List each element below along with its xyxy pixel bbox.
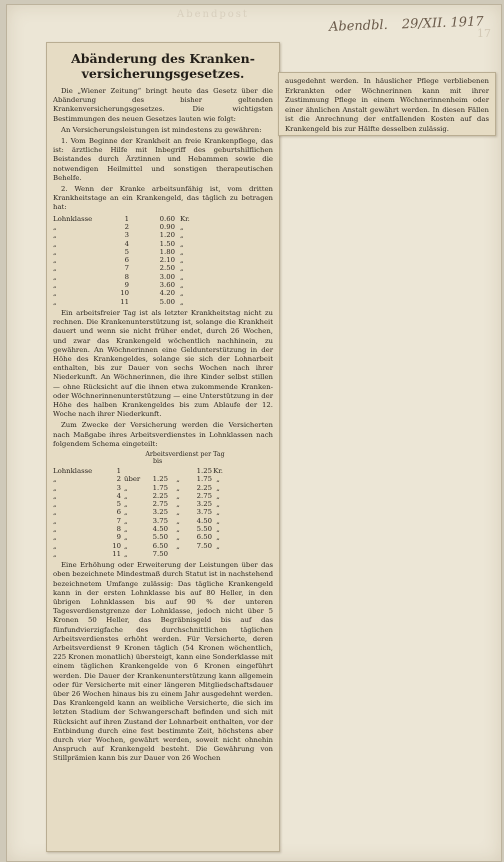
currency-unit: „ bbox=[180, 289, 184, 298]
wage-from: 1.75 bbox=[152, 483, 168, 492]
wage-class-row bbox=[53, 484, 273, 492]
lohnklasse-label: „ bbox=[53, 491, 57, 500]
sick-pay-amount: 3.60 bbox=[159, 281, 175, 290]
wage-to: 3.25 bbox=[196, 500, 212, 509]
currency-unit: „ bbox=[180, 256, 184, 265]
paragraph-extension: Eine Erhöhung oder Erweiterung der Leistungen über das oben bezeichnete Mindestmaß durch Statut ist in nachstehend bezeichnetem Umfange zulässig: Das tägliche Krankengeld kann in der ersten Lohnklasse bis auf 80 Heller, in den übrigen Lohnklassen bis auf 90 % der unteren Tagesverdienstgrenze der Lohnklasse, jedoch nicht über 5 Kronen 50 Heller, das Begräbnisgeld bis auf das fünfundvierzigfache des durchschnittlichen täglichen Arbeitsverdienstes erhöht werden. Für Versicherte, deren Arbeitsverdienst 9 Kronen täglich (54 Kronen wöchentlich, 225 Kronen monatlich) übersteigt, kann eine Sonderklasse mit einem täglichen Krankengelde von 6 Kronen eingeführt werden. Die Dauer der Krankenunterstützung kann allgemein oder für Versicherte mit einer längeren Mitgliedschaftsdauer über 26 Wochen hinaus bis zu einem Jahr ausgedehnt werden. Das Krankengeld kann an weibliche Versicherte, die sich im letzten Stadium der Schwangerschaft befinden und sich mit Rücksicht auf ihren Zustand der Lohnarbeit enthalten, vor der Entbindung durch eine fest bestimmte Zeit, höchstens aber durch vier Wochen, gewährt werden, soweit nicht ohnehin Anspruch auf Krankengeld besteht. Die Gewährung von Stillprämien kann bis zur Dauer von 26 Wochen bbox=[53, 561, 273, 763]
wage-class-row bbox=[53, 467, 273, 475]
class-number: 7 bbox=[124, 264, 129, 273]
lohnklasse-label: „ bbox=[53, 483, 57, 492]
ditto-mark: „ bbox=[176, 483, 180, 492]
sick-pay-amount: 1.80 bbox=[159, 247, 175, 256]
lohnklasse-label: „ bbox=[53, 247, 57, 256]
sick-pay-amount: 0.60 bbox=[159, 214, 175, 223]
currency-unit: „ bbox=[180, 297, 184, 306]
class-number: 10 bbox=[112, 541, 121, 550]
sick-pay-row bbox=[53, 240, 273, 248]
lohnklasse-label: „ bbox=[53, 508, 57, 517]
ditto-mark: „ bbox=[176, 541, 180, 550]
currency-unit: „ bbox=[180, 247, 184, 256]
class-number: 6 bbox=[124, 256, 129, 265]
sick-pay-amount: 2.50 bbox=[159, 264, 175, 273]
wage-to: 6.50 bbox=[196, 533, 212, 542]
wage-to: 7.50 bbox=[196, 541, 212, 550]
class-number: 3 bbox=[124, 231, 129, 240]
sick-pay-row bbox=[53, 248, 273, 256]
wage-table-header-bis: bis bbox=[153, 457, 163, 465]
newspaper-clipping-continuation bbox=[278, 72, 496, 136]
wage-from: 2.25 bbox=[152, 491, 168, 500]
newspaper-clipping-main bbox=[46, 42, 280, 852]
ueber-label: über bbox=[124, 475, 141, 484]
wage-from: 5.50 bbox=[152, 533, 168, 542]
wage-class-row bbox=[53, 508, 273, 516]
ueber-label: „ bbox=[124, 525, 128, 534]
class-number: 2 bbox=[116, 475, 121, 484]
lohnklasse-label: „ bbox=[53, 289, 57, 298]
class-number: 11 bbox=[120, 297, 129, 306]
sick-pay-row bbox=[53, 281, 273, 289]
lohnklasse-label: „ bbox=[53, 516, 57, 525]
currency-unit: „ bbox=[216, 475, 220, 484]
sick-pay-row bbox=[53, 215, 273, 223]
currency-unit: „ bbox=[216, 516, 220, 525]
lohnklasse-label: „ bbox=[53, 222, 57, 231]
ueber-label: „ bbox=[124, 508, 128, 517]
sick-pay-row bbox=[53, 256, 273, 264]
sick-pay-table bbox=[53, 215, 273, 306]
sick-pay-amount: 1.50 bbox=[159, 239, 175, 248]
sick-pay-row bbox=[53, 298, 273, 306]
class-number: 8 bbox=[116, 525, 121, 534]
wage-to: 1.25 bbox=[196, 466, 212, 475]
lohnklasse-label: „ bbox=[53, 549, 57, 558]
wage-class-row bbox=[53, 542, 273, 550]
class-number: 2 bbox=[124, 222, 129, 231]
class-number: 11 bbox=[112, 549, 121, 558]
class-number: 8 bbox=[124, 272, 129, 281]
currency-unit: „ bbox=[216, 483, 220, 492]
wage-from: 6.50 bbox=[152, 541, 168, 550]
class-number: 1 bbox=[124, 214, 129, 223]
wage-to: 1.75 bbox=[196, 475, 212, 484]
ueber-label: „ bbox=[124, 516, 128, 525]
ueber-label: „ bbox=[124, 491, 128, 500]
sick-pay-amount: 2.10 bbox=[159, 256, 175, 265]
ueber-label: „ bbox=[124, 533, 128, 542]
ueber-label: „ bbox=[124, 500, 128, 509]
currency-unit: „ bbox=[216, 508, 220, 517]
currency-unit: „ bbox=[216, 491, 220, 500]
ditto-mark: „ bbox=[176, 491, 180, 500]
lohnklasse-label: „ bbox=[53, 500, 57, 509]
sick-pay-amount: 5.00 bbox=[159, 297, 175, 306]
sick-pay-amount: 0.90 bbox=[159, 222, 175, 231]
sick-pay-row bbox=[53, 289, 273, 297]
ditto-mark: „ bbox=[176, 475, 180, 484]
lohnklasse-label: „ bbox=[53, 533, 57, 542]
wage-class-row bbox=[53, 525, 273, 533]
handwritten-date: 29/XII. 1917 bbox=[401, 14, 484, 33]
handwritten-annotation bbox=[329, 14, 494, 35]
handwritten-source: Abendbl. bbox=[328, 17, 388, 35]
paragraph-duration: Ein arbeitsfreier Tag ist als letzter Krankheitstag nicht zu rechnen. Die Krankenunterstützung ist, solange die Krankheit dauert und wenn sie nicht früher endet, durch 26 Wochen, und zwar das Krankengeld wöchentlich nachhinein, zu gewähren. An Wöchnerinnen eine Geldunterstützung in der Höhe des Krankengeldes, solange sie sich der Lohnarbeit enthalten, bis zur Dauer von sechs Wochen nach ihrer Niederkunft. An Wöchnerinnen, die ihre Kinder selbst stillen — ohne Rücksicht auf die ihnen etwa zukommende Kranken- oder Wöchnerinnenunterstützung — eine Unterstützung in der Höhe des halben Krankengeldes bis zum Ablaufe der 12. Woche nach ihrer Niederkunft. bbox=[53, 308, 273, 419]
ueber-label bbox=[124, 467, 140, 475]
lohnklasse-label: „ bbox=[53, 256, 57, 265]
ueber-label: „ bbox=[124, 483, 128, 492]
lohnklasse-label: „ bbox=[53, 525, 57, 534]
ueber-label: „ bbox=[124, 541, 128, 550]
currency-unit: „ bbox=[180, 231, 184, 240]
lohnklasse-label: „ bbox=[53, 272, 57, 281]
wage-to: 2.25 bbox=[196, 483, 212, 492]
wage-class-row bbox=[53, 492, 273, 500]
currency-unit: „ bbox=[216, 533, 220, 542]
lohnklasse-label: Lohnklasse bbox=[53, 214, 93, 223]
wage-class-row bbox=[53, 517, 273, 525]
wage-from: 1.25 bbox=[152, 475, 168, 484]
class-number: 9 bbox=[116, 533, 121, 542]
currency-unit: „ bbox=[180, 239, 184, 248]
sick-pay-row bbox=[53, 223, 273, 231]
faint-newspaper-stamp: Abendpost bbox=[177, 9, 249, 20]
wage-table-header: Arbeitsverdienst per Tag bbox=[145, 450, 225, 458]
wage-from bbox=[140, 467, 172, 475]
class-number: 3 bbox=[116, 483, 121, 492]
article-title-line1: Abänderung des Kranken- bbox=[71, 51, 255, 66]
ditto-mark: „ bbox=[176, 525, 180, 534]
paragraph-point-1: 1. Vom Beginne der Krankheit an freie Krankenpflege, das ist: ärztliche Hilfe mit Inbegriff des geburtshilflichen Beistandes durch Ärztinnen und Hebammen sowie die notwendigen Heilmittel und sonstigen therapeutischen Behelfe. bbox=[53, 137, 273, 182]
wage-from: 2.75 bbox=[152, 500, 168, 509]
currency-unit: „ bbox=[216, 500, 220, 509]
wage-to: 3.75 bbox=[196, 508, 212, 517]
wage-to: 4.50 bbox=[196, 516, 212, 525]
class-number: 4 bbox=[124, 239, 129, 248]
article-title-line2: versicherungsgesetzes. bbox=[81, 66, 245, 81]
corner-mark: 17 bbox=[477, 27, 491, 40]
currency-unit: „ bbox=[180, 281, 184, 290]
wage-from: 4.50 bbox=[152, 525, 168, 534]
lohnklasse-label: „ bbox=[53, 239, 57, 248]
paragraph-benefits-lead: An Versicherungsleistungen ist mindestens zu gewähren: bbox=[61, 125, 262, 134]
lohnklasse-label: „ bbox=[53, 541, 57, 550]
sick-pay-amount: 1.20 bbox=[159, 231, 175, 240]
wage-from: 7.50 bbox=[152, 549, 168, 558]
sick-pay-row bbox=[53, 264, 273, 272]
class-number: 10 bbox=[120, 289, 129, 298]
wage-class-table bbox=[53, 467, 273, 558]
ditto-mark: „ bbox=[176, 508, 180, 517]
currency-unit: „ bbox=[216, 525, 220, 534]
ditto-mark bbox=[172, 550, 184, 558]
lohnklasse-label: „ bbox=[53, 264, 57, 273]
wage-from: 3.75 bbox=[152, 516, 168, 525]
wage-to: 5.50 bbox=[196, 525, 212, 534]
class-number: 7 bbox=[116, 516, 121, 525]
class-number: 9 bbox=[124, 281, 129, 290]
class-number: 5 bbox=[116, 500, 121, 509]
currency-unit: „ bbox=[216, 541, 220, 550]
wage-class-row bbox=[53, 475, 273, 483]
wage-from: 3.25 bbox=[152, 508, 168, 517]
lohnklasse-label: „ bbox=[53, 231, 57, 240]
currency-unit: „ bbox=[180, 272, 184, 281]
ditto-mark bbox=[172, 467, 184, 475]
paragraph-classification: Zum Zwecke der Versicherung werden die Versicherten nach Maßgabe ihres Arbeitsverdienstes in Lohnklassen nach folgendem Schema eingeteilt: bbox=[53, 421, 273, 448]
lohnklasse-label: „ bbox=[53, 475, 57, 484]
paragraph-intro: Die „Wiener Zeitung“ bringt heute das Gesetz über die Abänderung des bisher geltenden Krankenversicherungsgesetzes. Die wichtigsten Bestimmungen des neuen Gesetzes lauten wie folgt: bbox=[53, 87, 273, 123]
wage-to bbox=[184, 550, 212, 558]
class-number: 5 bbox=[124, 247, 129, 256]
currency-unit: Kr. bbox=[213, 466, 223, 475]
paragraph-continuation: ausgedehnt werden. In häuslicher Pflege verbliebenen Erkrankten oder Wöchnerinnen kann mit ihrer Zustimmung Pflege in einem Wöchnerinnenheim oder einer ähnlichen Anstalt gewährt werden. In diesen Fällen ist die Anrechnung der entfallenden Kosten auf das Krankengeld bis zur Hälfte desselben zulässig. bbox=[285, 77, 489, 133]
currency-unit: „ bbox=[180, 264, 184, 273]
wage-class-row bbox=[53, 533, 273, 541]
currency-unit bbox=[212, 550, 224, 558]
sick-pay-row bbox=[53, 231, 273, 239]
class-number: 6 bbox=[116, 508, 121, 517]
wage-class-row bbox=[53, 550, 273, 558]
class-number: 1 bbox=[116, 466, 121, 475]
lohnklasse-label: Lohnklasse bbox=[53, 466, 93, 475]
paragraph-point-2: 2. Wenn der Kranke arbeitsunfähig ist, vom dritten Krankheitstage an ein Krankengeld, das täglich zu betragen hat: bbox=[53, 185, 273, 212]
wage-class-row bbox=[53, 500, 273, 508]
currency-unit: „ bbox=[180, 222, 184, 231]
lohnklasse-label: „ bbox=[53, 281, 57, 290]
sick-pay-amount: 4.20 bbox=[159, 289, 175, 298]
currency-unit: Kr. bbox=[180, 214, 190, 223]
ueber-label: „ bbox=[124, 549, 128, 558]
class-number: 4 bbox=[116, 491, 121, 500]
ditto-mark: „ bbox=[176, 516, 180, 525]
ditto-mark: „ bbox=[176, 533, 180, 542]
wage-to: 2.75 bbox=[196, 491, 212, 500]
lohnklasse-label: „ bbox=[53, 297, 57, 306]
sick-pay-amount: 3.00 bbox=[159, 272, 175, 281]
article-title bbox=[51, 51, 275, 81]
sick-pay-row bbox=[53, 273, 273, 281]
ditto-mark: „ bbox=[176, 500, 180, 509]
